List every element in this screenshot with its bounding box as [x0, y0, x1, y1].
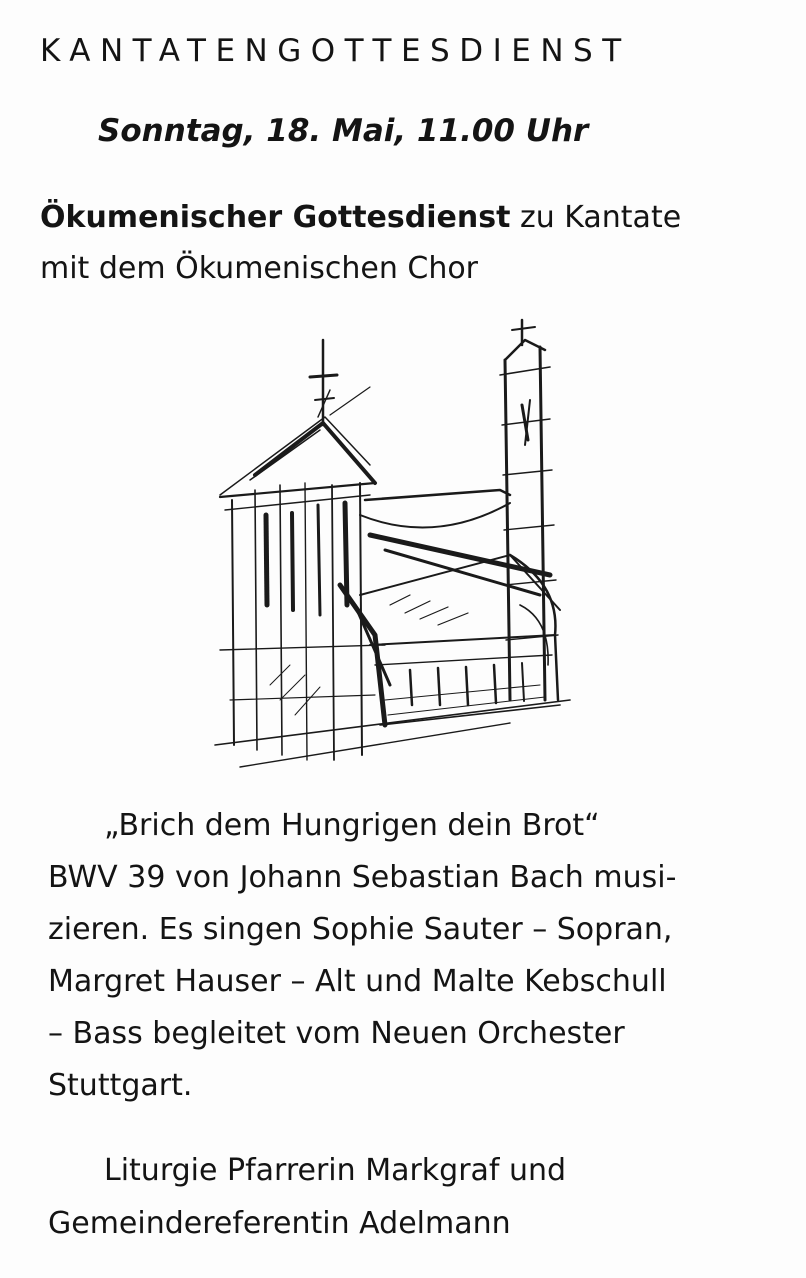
description-line: BWV 39 von Johann Sebastian Bach musi-: [48, 860, 677, 895]
liturgy-credits: [48, 1144, 566, 1250]
description-line: – Bass begleitet vom Neuen Orchester: [48, 1016, 625, 1051]
event-date-time: Sonntag, 18. Mai, 11.00 Uhr: [98, 113, 589, 149]
cantata-description: [48, 800, 768, 1112]
liturgy-line: Gemeindereferentin Adelmann: [48, 1206, 511, 1241]
service-occasion: zu Kantate: [510, 200, 682, 235]
intro-line-1: [40, 192, 681, 243]
service-intro: [40, 192, 681, 294]
church-sketch-icon: [210, 305, 580, 775]
description-line: Margret Hauser – Alt und Malte Kebschull: [48, 964, 667, 999]
cantata-title: „Brich dem Hungrigen dein Brot“: [104, 808, 600, 843]
liturgy-line: Liturgie Pfarrerin Markgraf und: [104, 1153, 567, 1188]
section-heading: KANTATENGOTTESDIENST: [40, 33, 631, 69]
description-line: Stuttgart.: [48, 1068, 193, 1103]
description-line: zieren. Es singen Sophie Sauter – Sopran,: [48, 912, 673, 947]
service-name: Ökumenischer Gottesdienst: [40, 200, 511, 235]
intro-line-2: mit dem Ökumenischen Chor: [40, 251, 479, 286]
